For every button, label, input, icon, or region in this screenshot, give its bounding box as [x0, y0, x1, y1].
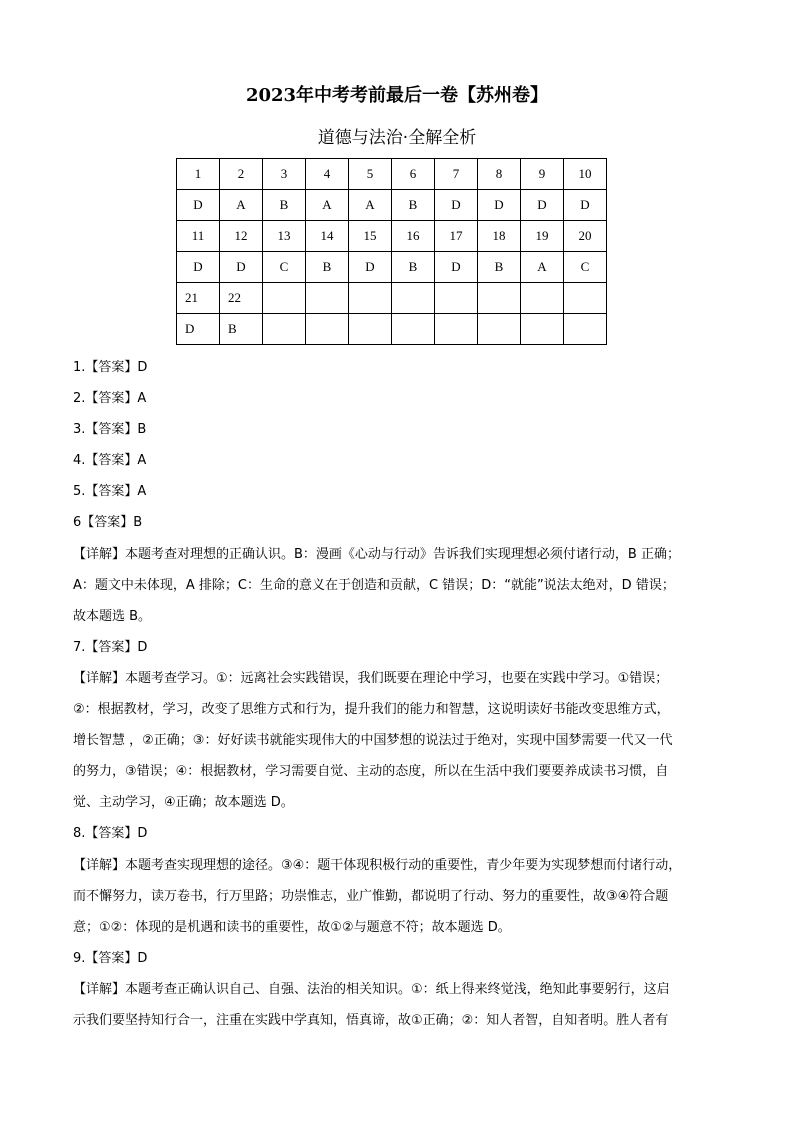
table-cell	[435, 314, 478, 345]
table-cell: 12	[220, 221, 263, 252]
explanation-line: 【详解】本题考查实现理想的途径。③④：题干体现积极行动的重要性，青少年要为实现梦想而付诸行动，	[73, 857, 682, 873]
table-cell: D	[521, 190, 564, 221]
answer-line: 6【答案】B	[73, 515, 143, 531]
table-cell	[263, 283, 306, 314]
table-row	[177, 221, 607, 252]
table-cell: 6	[392, 159, 435, 190]
table-cell	[478, 283, 521, 314]
answer-line: 2.【答案】A	[73, 391, 147, 407]
table-row	[177, 314, 607, 345]
table-cell: 10	[564, 159, 607, 190]
answer-line: 3.【答案】B	[73, 422, 147, 438]
table-cell	[564, 283, 607, 314]
table-cell: 3	[263, 159, 306, 190]
answer-line: 1.【答案】D	[73, 360, 148, 375]
explanation-line: 增长智慧 ，②正确；③：好好读书就能实现伟大的中国梦想的说法过于绝对，实现中国梦需要一代又一代	[73, 733, 673, 749]
document-title: 2023年中考考前最后一卷【苏州卷】	[245, 85, 549, 106]
table-cell: C	[564, 252, 607, 283]
answer-line: 5.【答案】A	[73, 484, 147, 500]
table-cell	[349, 314, 392, 345]
table-cell: 2	[220, 159, 263, 190]
explanation-line: A：题文中未体现，A 排除；C：生命的意义在于创造和贡献，C 错误；D：“就能”说法太绝对，D 错误；	[73, 577, 675, 593]
table-cell: B	[306, 252, 349, 283]
table-cell: 5	[349, 159, 392, 190]
explanation-line: 【详解】本题考查正确认识自己、自强、法治的相关知识。①：纸上得来终觉浅，绝知此事要躬行，这启	[73, 981, 670, 997]
table-row	[177, 283, 607, 314]
explanation-line: 而不懈努力，读万卷书，行万里路；功崇惟志，业广惟勤，都说明了行动、努力的重要性，故③④符合题	[73, 888, 669, 904]
document-subtitle: 道德与法治·全解全析	[317, 128, 477, 148]
table-cell	[392, 314, 435, 345]
table-cell	[564, 314, 607, 345]
explanation-line: 示我们要坚持知行合一，注重在实践中学真知，悟真谛，故①正确；②：知人者智，自知者明。胜人者有	[73, 1012, 669, 1028]
table-cell: D	[177, 190, 220, 221]
table-cell: 16	[392, 221, 435, 252]
table-cell: 18	[478, 221, 521, 252]
table-cell: 7	[435, 159, 478, 190]
table-cell: 14	[306, 221, 349, 252]
explanation-line: 【详解】本题考查学习。①：远离社会实践错误，我们既要在理论中学习，也要在实践中学习。①错误；	[73, 670, 669, 686]
explanation-line: 的努力，③错误；④：根据教材，学习需要自觉、主动的态度，所以在生活中我们要要养成读书习惯，自	[73, 764, 669, 780]
table-cell	[263, 314, 306, 345]
answer-line: 9.【答案】D	[73, 950, 148, 966]
table-cell: A	[521, 252, 564, 283]
table-cell: B	[478, 252, 521, 283]
table-cell: D	[435, 190, 478, 221]
explanation-line: 觉、主动学习，④正确；故本题选 D。	[73, 795, 294, 811]
explanation-line: 故本题选 B。	[73, 608, 152, 624]
table-cell: 21	[177, 283, 220, 314]
table-cell: A	[349, 190, 392, 221]
table-cell: D	[435, 252, 478, 283]
explanation-line: 【详解】本题考查对理想的正确认识。B：漫画《心动与行动》告诉我们实现理想必须付诸行动，B 正确；	[73, 546, 680, 562]
table-cell: 19	[521, 221, 564, 252]
explanation-line: ②：根据教材，学习，改变了思维方式和行为，提升我们的能力和智慧，这说明读好书能改变思维方式，	[73, 702, 670, 718]
answer-line: 4.【答案】A	[73, 453, 147, 469]
answer-table	[176, 158, 607, 345]
table-cell	[306, 283, 349, 314]
table-cell: D	[478, 190, 521, 221]
table-cell: B	[220, 314, 263, 345]
table-cell: A	[306, 190, 349, 221]
table-row	[177, 252, 607, 283]
table-cell: A	[220, 190, 263, 221]
table-cell: D	[564, 190, 607, 221]
table-cell	[521, 283, 564, 314]
table-cell: 13	[263, 221, 306, 252]
table-cell: 15	[349, 221, 392, 252]
table-cell	[521, 314, 564, 345]
table-cell: 9	[521, 159, 564, 190]
table-cell	[392, 283, 435, 314]
table-cell	[478, 314, 521, 345]
table-cell: D	[177, 314, 220, 345]
table-cell: 17	[435, 221, 478, 252]
table-cell: 22	[220, 283, 263, 314]
answer-line: 8.【答案】D	[73, 826, 148, 842]
table-cell: 20	[564, 221, 607, 252]
table-cell: D	[349, 252, 392, 283]
table-cell: 11	[177, 221, 220, 252]
table-cell: B	[392, 252, 435, 283]
table-cell: B	[263, 190, 306, 221]
answer-line: 7.【答案】D	[73, 639, 148, 655]
table-cell: 4	[306, 159, 349, 190]
table-cell: C	[263, 252, 306, 283]
table-cell: D	[177, 252, 220, 283]
table-cell	[435, 283, 478, 314]
table-row	[177, 190, 607, 221]
table-cell: 8	[478, 159, 521, 190]
table-cell: B	[392, 190, 435, 221]
table-row	[177, 159, 607, 190]
table-cell	[306, 314, 349, 345]
explanation-body	[73, 352, 733, 1036]
table-cell: 1	[177, 159, 220, 190]
table-cell	[349, 283, 392, 314]
explanation-line: 意；①②：体现的是机遇和读书的重要性，故①②与题意不符；故本题选 D。	[73, 919, 511, 935]
table-cell: D	[220, 252, 263, 283]
